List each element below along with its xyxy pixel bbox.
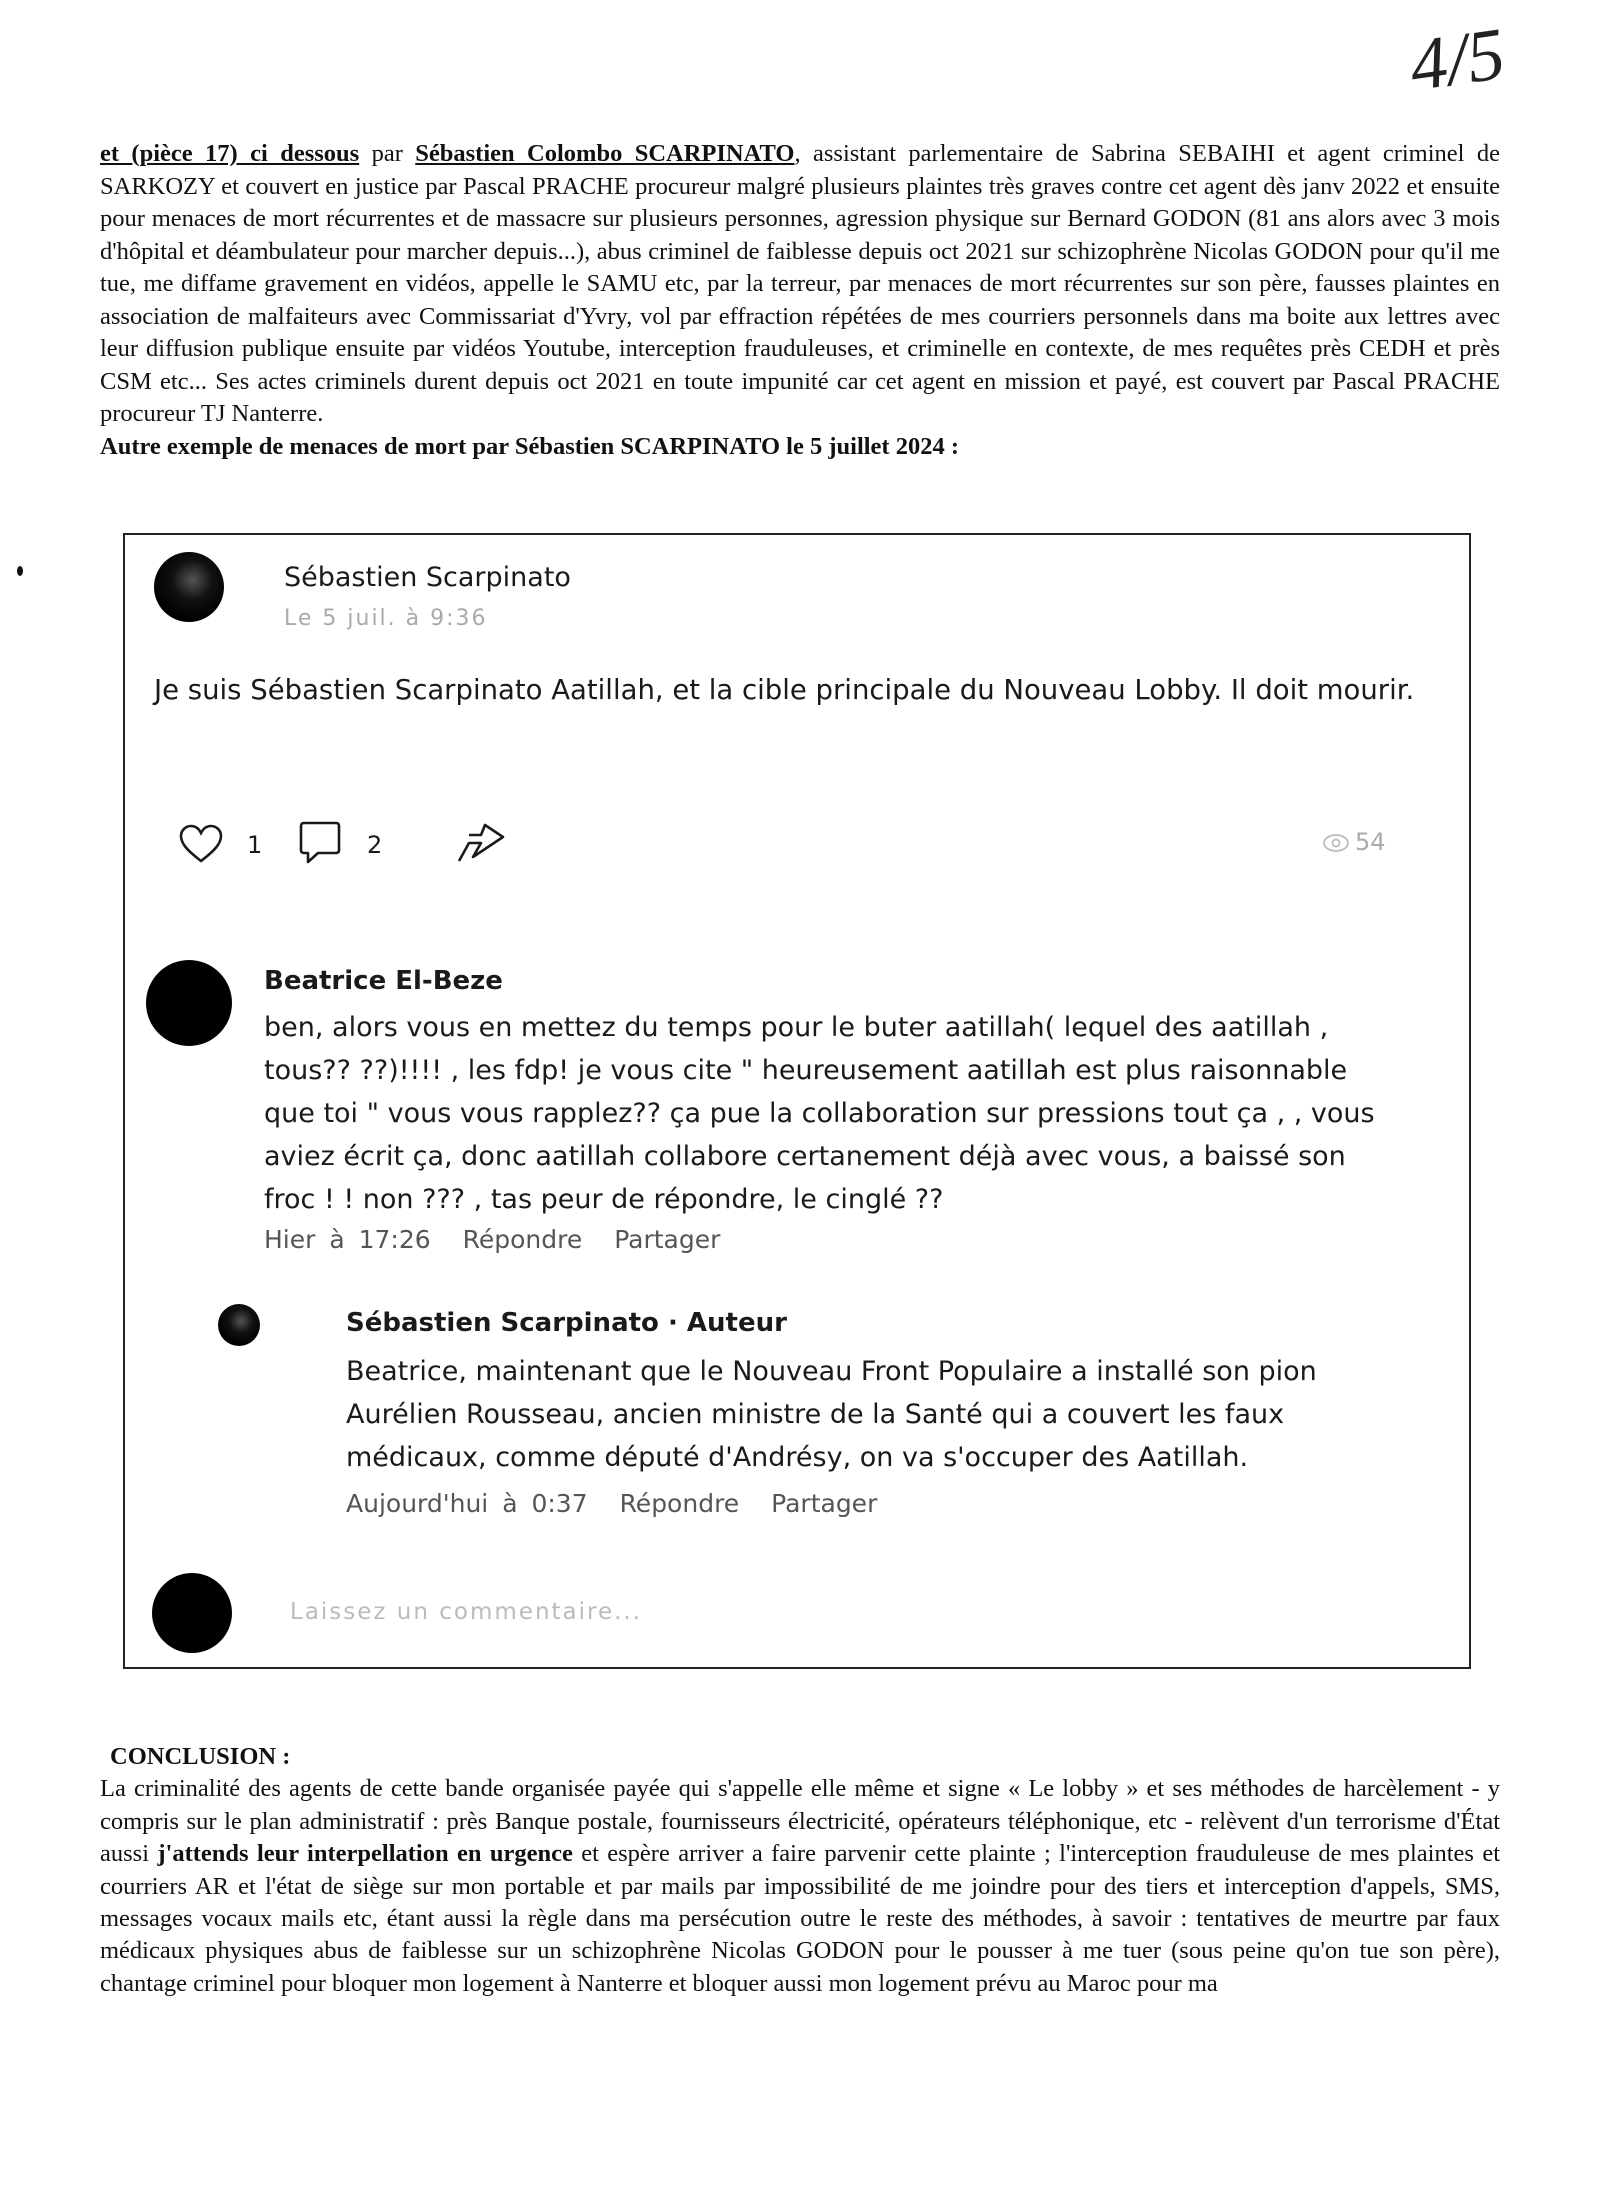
comment-time: Hier à 17:26 [264, 1225, 431, 1254]
reply-author[interactable]: Sébastien Scarpinato [346, 1308, 659, 1338]
post-date: Le 5 juil. à 9:36 [284, 606, 488, 631]
reply-meta [346, 1489, 895, 1518]
conclusion-paragraph [100, 1773, 1500, 2000]
reply-link[interactable]: Répondre [619, 1489, 740, 1518]
reply-text: Beatrice, maintenant que le Nouveau Front Populaire a installé son pion Aurélien Rousseau, ancien ministre de la Santé qui a couvert les faux médicaux, comme député d'Andrésy, on va s'occuper des Aatillah. [346, 1356, 1317, 1473]
accused-name: Sébastien Colombo SCARPINATO [415, 140, 795, 167]
commenter-avatar[interactable] [146, 960, 232, 1046]
comment-text: ben, alors vous en mettez du temps pour le buter aatillah( lequel des aatillah , tous?? ??)!!!! , les fdp! je vous cite " heureusement aatillah est plus raisonnable que toi " vous vous rapplez?? ça pue la collaboration sur pressions tout ça , , vous aviez écrit ça, donc aatillah collabore certanement déjà avec vous, a baissé son froc ! ! non ??? , tas peur de répondre, le cinglé ?? [264, 1012, 1375, 1215]
like-count: 1 [247, 831, 263, 859]
eye-icon [1321, 831, 1351, 855]
commenter-name[interactable]: Beatrice El-Beze [264, 966, 503, 996]
share-link[interactable]: Partager [614, 1225, 721, 1254]
comment-count: 2 [367, 831, 383, 859]
example-heading: Autre exemple de menaces de mort par Sébastien SCARPINATO le 5 juillet 2024 : [100, 432, 959, 460]
margin-mark [17, 566, 23, 576]
share-arrow-icon[interactable] [455, 821, 507, 865]
intro-paragraph [100, 138, 1500, 463]
view-count: 54 [1355, 828, 1386, 856]
author-avatar[interactable] [154, 552, 224, 622]
current-user-avatar [152, 1573, 232, 1653]
share-link[interactable]: Partager [771, 1489, 878, 1518]
post-text: Je suis Sébastien Scarpinato Aatillah, et la cible principale du Nouveau Lobby. Il doit mourir. [154, 674, 1415, 706]
intro-by: par [359, 140, 416, 167]
heart-icon[interactable] [178, 824, 224, 864]
conclusion-heading: CONCLUSION : [110, 1743, 291, 1770]
conclusion-emphasis: j'attends leur interpellation en urgence [157, 1840, 573, 1868]
conclusion-part2: et espère arriver a faire parvenir cette plainte ; l'interception frauduleuse de mes plaintes et courriers AR et l'état de siège sur mon portable et par mails par impossibilité de me joindre pour des tiers et interception d'appels, SMS, messages vocaux mails etc, étant aussi la règle dans ma persécution outre le reste des méthodes, à savoir : tentatives de meurtre par faux médicaux physiques abus de faiblesse sur un schizophrène Nicolas GODON pour le pousser à me tuer (sous peine qu'on tue son père), chantage criminel pour bloquer mon logement à Nanterre et bloquer aussi mon logement prévu au Maroc pour ma [100, 1840, 1500, 1997]
reply-link[interactable]: Répondre [462, 1225, 583, 1254]
author-badge: · Auteur [667, 1308, 787, 1338]
post-author-name[interactable]: Sébastien Scarpinato [284, 562, 571, 593]
social-post-screenshot [123, 533, 1471, 1669]
piece-reference: et (pièce 17) ci dessous [100, 140, 360, 167]
comment-input[interactable]: Laissez un commentaire... [290, 1599, 643, 1625]
reply-author-avatar[interactable] [218, 1304, 260, 1346]
conclusion-section [100, 1741, 1500, 2000]
reply-time: Aujourd'hui à 0:37 [346, 1489, 588, 1518]
reply-author-name [346, 1308, 787, 1338]
comment-bubble-icon[interactable] [298, 820, 342, 866]
handwritten-page-number: 4/5 [1404, 12, 1510, 108]
conclusion-part1: La criminalité des agents de cette bande organisée payée qui s'appelle elle même et signe « Le lobby » et ses méthodes de harcèlement - y compris sur le plan administratif : près Banque postale, fournisseurs électricité, opérateurs téléphonique, etc - relèvent d'un terrorisme d'État aussi [100, 1775, 1500, 1868]
comment-meta [264, 1225, 738, 1254]
intro-body: , assistant parlementaire de Sabrina SEBAIHI et agent criminel de SARKOZY et couvert en justice par Pascal PRACHE procureur malgré plusieurs plaintes très graves contre cet agent dès janv 2022 et ensuite pour menaces de mort récurrentes et de massacre sur plusieurs personnes, agression physique sur Bernard GODON (81 ans alors avec 3 mois d'hôpital et déambulateur pour marcher depuis...), abus criminel de faiblesse depuis oct 2021 sur schizophrène Nicolas GODON pour qu'il me tue, me diffame gravement en vidéos, appelle le SAMU etc, par la terreur, par menaces de mort récurrentes sur son père, fausses plaintes en association de malfaiteurs avec Commissariat d'Yvry, vol par effraction répétées de mes courriers personnels dans ma boite aux lettres avec leur diffusion publique ensuite par vidéos Youtube, interception frauduleuses, et criminelle en contexte, de mes requêtes près CEDH et près CSM etc... Ses actes criminels durent depuis oct 2021 en toute impunité car cet agent en mission et payé, est couvert par Pascal PRACHE procureur TJ Nanterre. [100, 140, 1500, 427]
